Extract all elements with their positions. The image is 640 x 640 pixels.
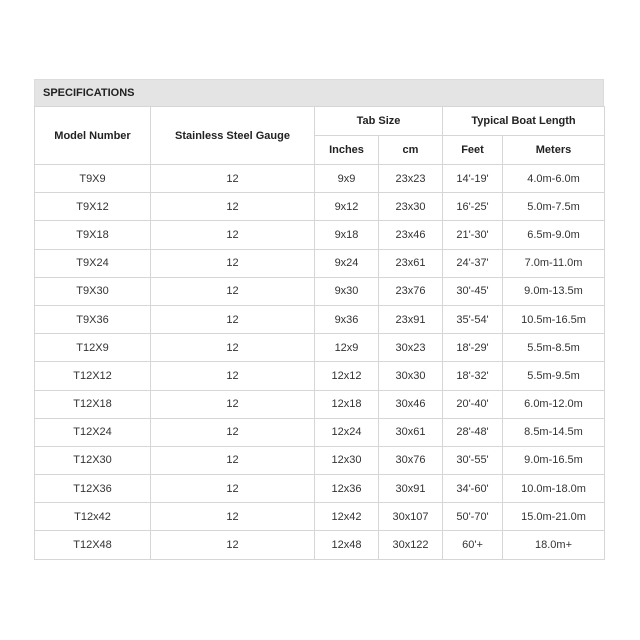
cell-model: T12X18	[35, 390, 151, 418]
table-row	[35, 503, 605, 531]
cell-model: T12X36	[35, 475, 151, 503]
table-row	[35, 334, 605, 362]
cell-model: T9X9	[35, 165, 151, 193]
cell-feet: 35'-54'	[443, 305, 503, 333]
cell-feet: 34'-60'	[443, 475, 503, 503]
cell-model: T12x42	[35, 503, 151, 531]
cell-cm: 23x30	[379, 193, 443, 221]
cell-feet: 14'-19'	[443, 165, 503, 193]
cell-meters: 9.0m-16.5m	[503, 446, 605, 474]
cell-inches: 9x30	[315, 277, 379, 305]
specifications-section	[34, 79, 604, 560]
cell-feet: 30'-55'	[443, 446, 503, 474]
cell-feet: 60'+	[443, 531, 503, 559]
cell-model: T9X24	[35, 249, 151, 277]
cell-gauge: 12	[151, 418, 315, 446]
cell-meters: 6.0m-12.0m	[503, 390, 605, 418]
cell-meters: 4.0m-6.0m	[503, 165, 605, 193]
cell-inches: 12x9	[315, 334, 379, 362]
cell-feet: 24'-37'	[443, 249, 503, 277]
cell-meters: 7.0m-11.0m	[503, 249, 605, 277]
cell-meters: 5.5m-9.5m	[503, 362, 605, 390]
header-row-top	[35, 107, 605, 136]
cell-meters: 10.0m-18.0m	[503, 475, 605, 503]
cell-model: T9X18	[35, 221, 151, 249]
cell-cm: 30x107	[379, 503, 443, 531]
cell-inches: 12x12	[315, 362, 379, 390]
cell-cm: 23x23	[379, 165, 443, 193]
cell-model: T12X12	[35, 362, 151, 390]
cell-cm: 30x61	[379, 418, 443, 446]
cell-model: T12X48	[35, 531, 151, 559]
cell-cm: 30x30	[379, 362, 443, 390]
cell-cm: 30x91	[379, 475, 443, 503]
cell-inches: 12x36	[315, 475, 379, 503]
cell-cm: 30x46	[379, 390, 443, 418]
header-meters: Meters	[503, 136, 605, 165]
cell-inches: 9x36	[315, 305, 379, 333]
cell-gauge: 12	[151, 362, 315, 390]
cell-gauge: 12	[151, 277, 315, 305]
cell-feet: 50'-70'	[443, 503, 503, 531]
cell-meters: 5.5m-8.5m	[503, 334, 605, 362]
header-gauge: Stainless Steel Gauge	[151, 107, 315, 165]
cell-feet: 28'-48'	[443, 418, 503, 446]
cell-inches: 9x24	[315, 249, 379, 277]
cell-model: T9X12	[35, 193, 151, 221]
cell-feet: 18'-32'	[443, 362, 503, 390]
table-row	[35, 475, 605, 503]
cell-feet: 30'-45'	[443, 277, 503, 305]
cell-model: T12X24	[35, 418, 151, 446]
cell-gauge: 12	[151, 475, 315, 503]
cell-gauge: 12	[151, 446, 315, 474]
cell-gauge: 12	[151, 531, 315, 559]
cell-cm: 30x122	[379, 531, 443, 559]
cell-inches: 9x18	[315, 221, 379, 249]
table-row	[35, 165, 605, 193]
cell-feet: 21'-30'	[443, 221, 503, 249]
cell-inches: 12x30	[315, 446, 379, 474]
header-cm: cm	[379, 136, 443, 165]
table-row	[35, 221, 605, 249]
cell-inches: 9x9	[315, 165, 379, 193]
cell-feet: 18'-29'	[443, 334, 503, 362]
table-row	[35, 362, 605, 390]
cell-cm: 30x23	[379, 334, 443, 362]
cell-gauge: 12	[151, 503, 315, 531]
cell-model: T12X9	[35, 334, 151, 362]
table-row	[35, 305, 605, 333]
cell-model: T9X30	[35, 277, 151, 305]
cell-meters: 9.0m-13.5m	[503, 277, 605, 305]
cell-cm: 23x76	[379, 277, 443, 305]
header-boat-length: Typical Boat Length	[443, 107, 605, 136]
cell-meters: 8.5m-14.5m	[503, 418, 605, 446]
cell-meters: 6.5m-9.0m	[503, 221, 605, 249]
cell-meters: 18.0m+	[503, 531, 605, 559]
table-row	[35, 531, 605, 559]
cell-feet: 20'-40'	[443, 390, 503, 418]
cell-inches: 9x12	[315, 193, 379, 221]
cell-inches: 12x42	[315, 503, 379, 531]
table-row	[35, 277, 605, 305]
cell-meters: 10.5m-16.5m	[503, 305, 605, 333]
cell-meters: 15.0m-21.0m	[503, 503, 605, 531]
cell-gauge: 12	[151, 334, 315, 362]
cell-inches: 12x18	[315, 390, 379, 418]
cell-gauge: 12	[151, 165, 315, 193]
cell-feet: 16'-25'	[443, 193, 503, 221]
cell-gauge: 12	[151, 221, 315, 249]
cell-cm: 23x61	[379, 249, 443, 277]
table-row	[35, 446, 605, 474]
table-row	[35, 249, 605, 277]
cell-cm: 23x91	[379, 305, 443, 333]
cell-inches: 12x24	[315, 418, 379, 446]
table-row	[35, 390, 605, 418]
header-inches: Inches	[315, 136, 379, 165]
cell-model: T9X36	[35, 305, 151, 333]
cell-gauge: 12	[151, 249, 315, 277]
header-tab-size: Tab Size	[315, 107, 443, 136]
cell-gauge: 12	[151, 193, 315, 221]
cell-cm: 23x46	[379, 221, 443, 249]
header-model-number: Model Number	[35, 107, 151, 165]
cell-gauge: 12	[151, 390, 315, 418]
cell-gauge: 12	[151, 305, 315, 333]
cell-cm: 30x76	[379, 446, 443, 474]
table-row	[35, 418, 605, 446]
header-feet: Feet	[443, 136, 503, 165]
cell-inches: 12x48	[315, 531, 379, 559]
section-title: SPECIFICATIONS	[34, 79, 604, 106]
cell-model: T12X30	[35, 446, 151, 474]
specifications-table	[34, 106, 605, 560]
cell-meters: 5.0m-7.5m	[503, 193, 605, 221]
table-row	[35, 193, 605, 221]
